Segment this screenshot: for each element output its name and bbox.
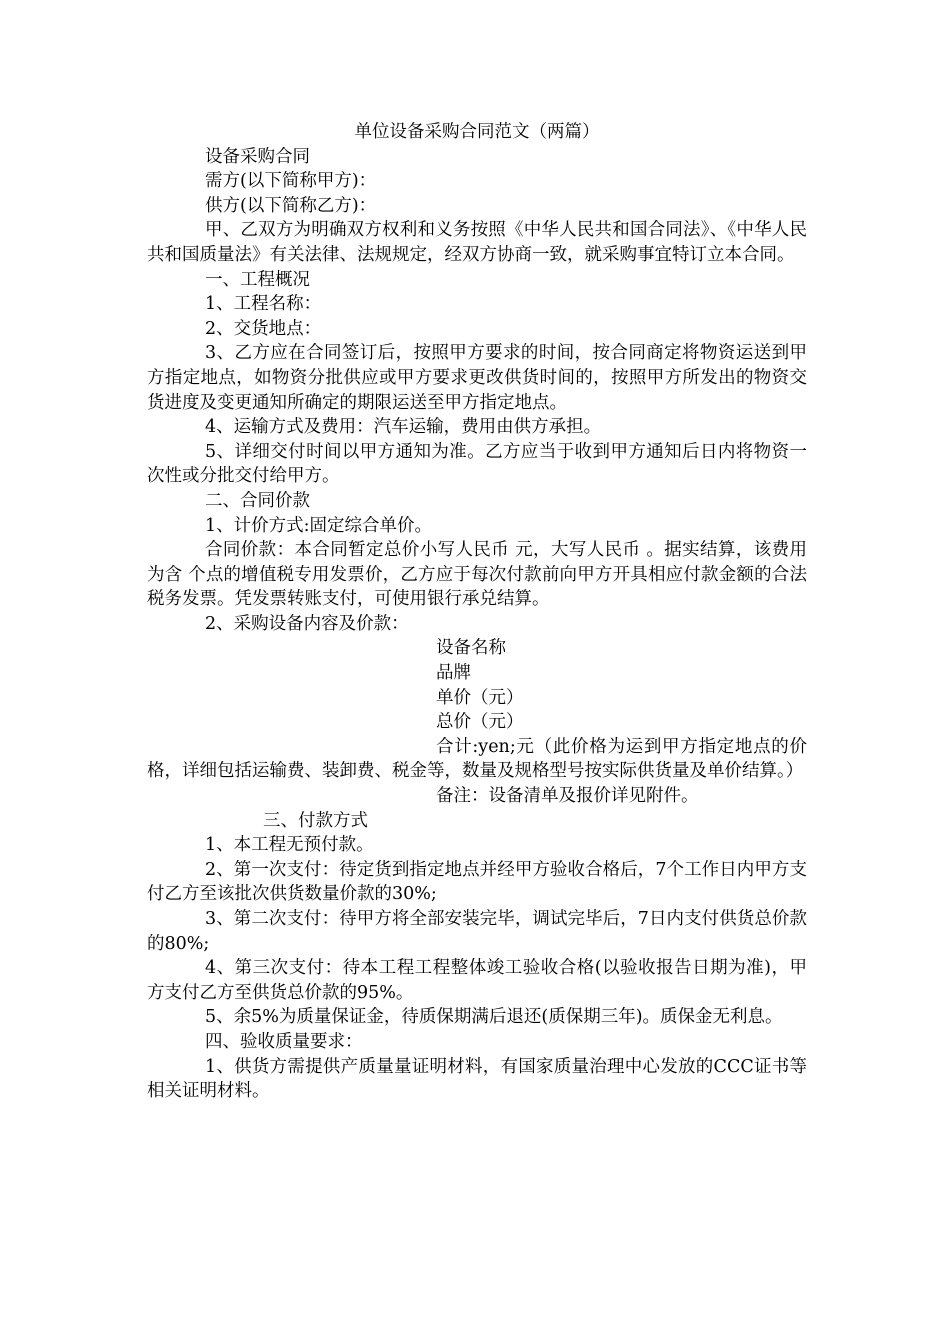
total-paragraph: 合计:yen;元（此价格为运到甲方指定地点的价格，详细包括运输费、装卸费、税金等，数量及规格型号按实际供货量及单价结算。）: [147, 736, 807, 782]
contract-name: 设备采购合同: [205, 146, 310, 167]
document-title: 单位设备采购合同范文（两篇）: [354, 122, 600, 142]
contract-price-paragraph: 合同价款：本合同暂定总价小写人民币 元，大写人民币 。据实结算，该费用为含 个点的增值税专用发票价，乙方应于每次付款前向甲方开具相应付款金额的合法税务发票。凭发票转账支付，可使用银行承兑结算。: [147, 540, 807, 610]
clause-4-1: 1、供货方需提供产质量量证明材料，有国家质量治理中心发放的CCC证书等相关证明材料。: [147, 1056, 807, 1102]
preamble-paragraph: 甲、乙双方为明确双方权利和义务按照《中华人民共和国合同法》、《中华人民共和国质量法》有关法律、法规规定，经双方协商一致，就采购事宜特订立本合同。: [147, 220, 807, 265]
clause-2-1: 1、计价方式:固定综合单价。: [205, 515, 433, 536]
section-1-heading: 一、工程概况: [205, 269, 310, 290]
table-header-total-price: 总价（元）: [436, 712, 524, 733]
clause-3-1: 1、本工程无预付款。: [205, 835, 374, 856]
clause-1-5: 5、详细交付时间以甲方通知为准。乙方应当于收到甲方通知后日内将物资一次性或分批交付给甲方。: [147, 441, 807, 487]
table-header-equipment-name: 设备名称: [436, 638, 506, 659]
table-header-brand: 品牌: [436, 663, 471, 684]
clause-3-3: 3、第二次支付：待甲方将全部安装完毕，调试完毕后，7日内支付供货总价款的80%;: [147, 909, 807, 954]
clause-1-4: 4、运输方式及费用：汽车运输，费用由供方承担。: [205, 417, 602, 438]
table-header-unit-price: 单价（元）: [436, 687, 524, 708]
clause-2-2: 2、采购设备内容及价款：: [205, 613, 409, 634]
buyer-line: 需方(以下简称甲方)：: [205, 171, 377, 192]
supplier-line: 供方(以下简称乙方)：: [205, 195, 377, 216]
section-2-heading: 二、合同价款: [205, 490, 310, 511]
section-3-heading: 三、付款方式: [263, 810, 368, 831]
clause-3-4: 4、第三次支付：待本工程工程整体竣工验收合格(以验收报告日期为准)，甲方支付乙方至供货总价款的95%。: [147, 958, 807, 1003]
note-line: 备注：设备清单及报价详见附件。: [436, 786, 699, 807]
clause-3-5: 5、余5%为质量保证金，待质保期满后退还(质保期三年)。质保金无利息。: [205, 1007, 783, 1028]
clause-1-3: 3、乙方应在合同签订后，按照甲方要求的时间，按合同商定将物资运送到甲方指定地点，如物资分批供应或甲方要求更改供货时间的，按照甲方所发出的物资交货进度及变更通知所确定的期限运送至甲方指定地点。: [147, 343, 807, 413]
clause-3-2: 2、第一次支付：待定货到指定地点并经甲方验收合格后，7个工作日内甲方支付乙方至该批次供货数量价款的30%;: [147, 859, 807, 905]
clause-1-1: 1、工程名称：: [205, 294, 322, 315]
section-4-heading: 四、验收质量要求：: [205, 1031, 363, 1052]
clause-1-2: 2、交货地点：: [205, 318, 322, 339]
document-page: [147, 120, 807, 1104]
